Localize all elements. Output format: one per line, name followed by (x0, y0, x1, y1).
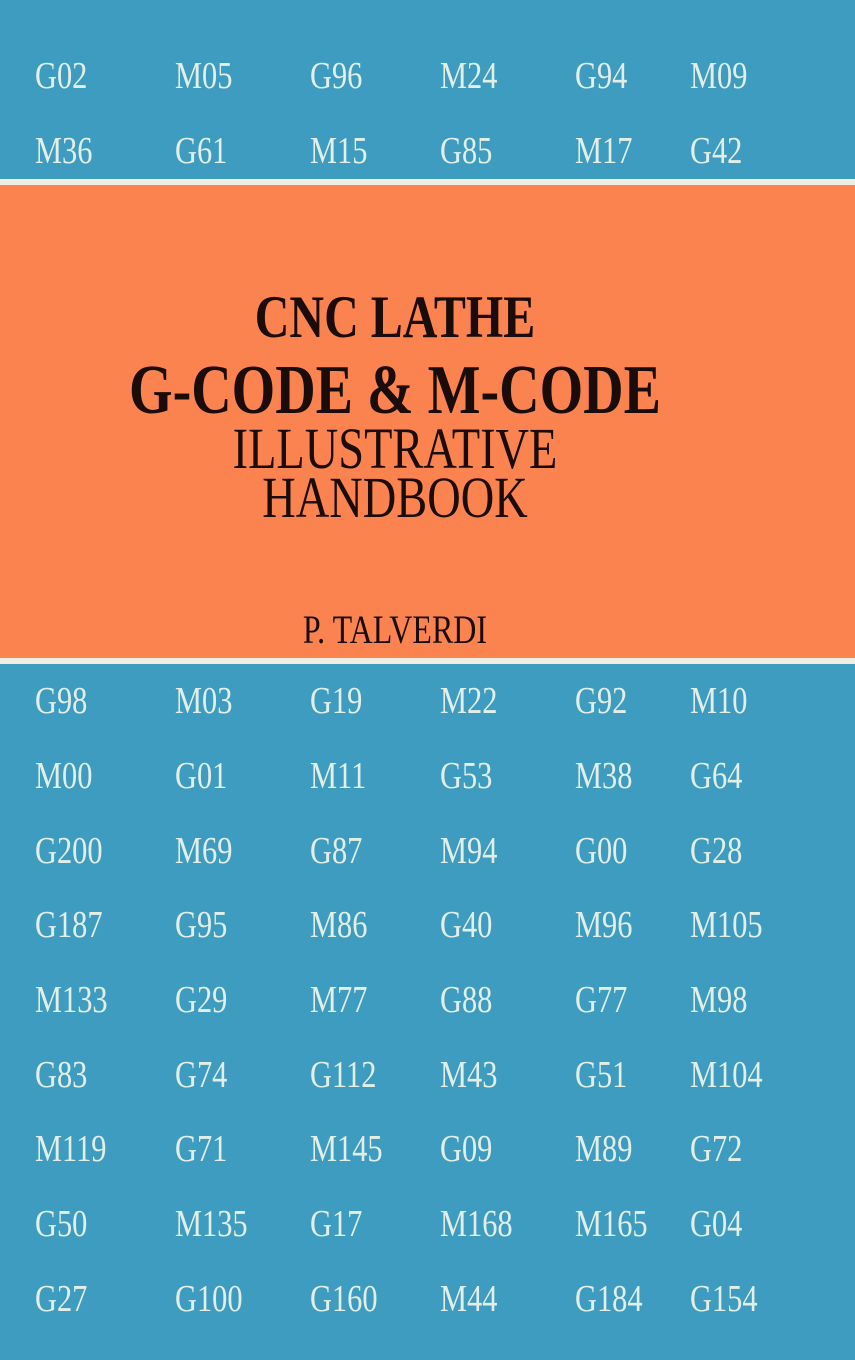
code-label: M135 (175, 1203, 248, 1246)
code-label: G42 (690, 129, 743, 172)
code-label: G29 (175, 979, 228, 1022)
code-label: M10 (690, 680, 748, 723)
code-label: G100 (175, 1277, 243, 1320)
code-label: G87 (310, 829, 363, 872)
code-label: G96 (310, 54, 363, 97)
code-label: G94 (575, 54, 628, 97)
code-label: G92 (575, 680, 628, 723)
code-label: G28 (690, 829, 743, 872)
top-code-grid (0, 0, 855, 179)
code-label: G184 (575, 1277, 643, 1320)
code-row (0, 38, 855, 113)
code-row (0, 113, 855, 188)
code-label: M104 (690, 1053, 763, 1096)
code-label: M03 (175, 680, 233, 723)
code-label: G19 (310, 680, 363, 723)
code-label: M119 (35, 1128, 107, 1171)
code-label: G200 (35, 829, 103, 872)
code-label: G77 (575, 979, 628, 1022)
code-label: G02 (35, 54, 88, 97)
code-label: M77 (310, 979, 368, 1022)
code-label: M168 (440, 1203, 513, 1246)
code-label: M69 (175, 829, 233, 872)
title-line-3: ILLUSTRATIVE (232, 416, 558, 481)
code-label: G74 (175, 1053, 228, 1096)
title-band (0, 185, 855, 658)
code-label: G85 (440, 129, 493, 172)
code-row (0, 1262, 855, 1337)
code-label: G53 (440, 755, 493, 798)
code-label: G51 (575, 1053, 628, 1096)
code-label: G112 (310, 1053, 377, 1096)
code-label: G64 (690, 755, 743, 798)
code-label: G98 (35, 680, 88, 723)
code-label: G00 (575, 829, 628, 872)
code-label: M98 (690, 979, 748, 1022)
code-label: G61 (175, 129, 228, 172)
code-label: G88 (440, 979, 493, 1022)
code-row (0, 888, 855, 963)
code-label: G04 (690, 1203, 743, 1246)
code-label: M05 (175, 54, 233, 97)
code-label: G160 (310, 1277, 378, 1320)
code-label: M105 (690, 904, 763, 947)
code-label: M24 (440, 54, 498, 97)
code-row (0, 1112, 855, 1187)
code-label: G83 (35, 1053, 88, 1096)
code-label: G95 (175, 904, 228, 947)
code-row (0, 739, 855, 814)
title-line-1: CNC LATHE (254, 284, 536, 350)
title-line-2: G-CODE & M-CODE (129, 352, 661, 429)
code-label: G09 (440, 1128, 493, 1171)
code-label: M38 (575, 755, 633, 798)
code-label: M09 (690, 54, 748, 97)
code-label: G71 (175, 1128, 228, 1171)
code-label: M94 (440, 829, 498, 872)
code-label: M145 (310, 1128, 383, 1171)
code-label: M36 (35, 129, 93, 172)
code-label: M11 (310, 755, 367, 798)
code-label: G154 (690, 1277, 758, 1320)
code-row (0, 813, 855, 888)
code-label: M15 (310, 129, 368, 172)
code-label: M89 (575, 1128, 633, 1171)
bottom-code-grid (0, 664, 855, 1360)
code-label: G50 (35, 1203, 88, 1246)
code-label: M17 (575, 129, 633, 172)
code-label: M86 (310, 904, 368, 947)
code-label: G01 (175, 755, 228, 798)
author-name: P. TALVERDI (302, 607, 488, 652)
code-label: G72 (690, 1128, 743, 1171)
code-row (0, 1187, 855, 1262)
code-label: M96 (575, 904, 633, 947)
code-row (0, 1037, 855, 1112)
code-row (0, 664, 855, 739)
code-label: G27 (35, 1277, 88, 1320)
code-label: M165 (575, 1203, 648, 1246)
code-label: M00 (35, 755, 93, 798)
code-label: G17 (310, 1203, 363, 1246)
code-label: G187 (35, 904, 103, 947)
title-line-4: HANDBOOK (262, 465, 528, 530)
code-row (0, 963, 855, 1038)
code-label: M22 (440, 680, 498, 723)
code-label: G40 (440, 904, 493, 947)
code-label: M44 (440, 1277, 498, 1320)
code-label: M43 (440, 1053, 498, 1096)
code-label: M133 (35, 979, 108, 1022)
